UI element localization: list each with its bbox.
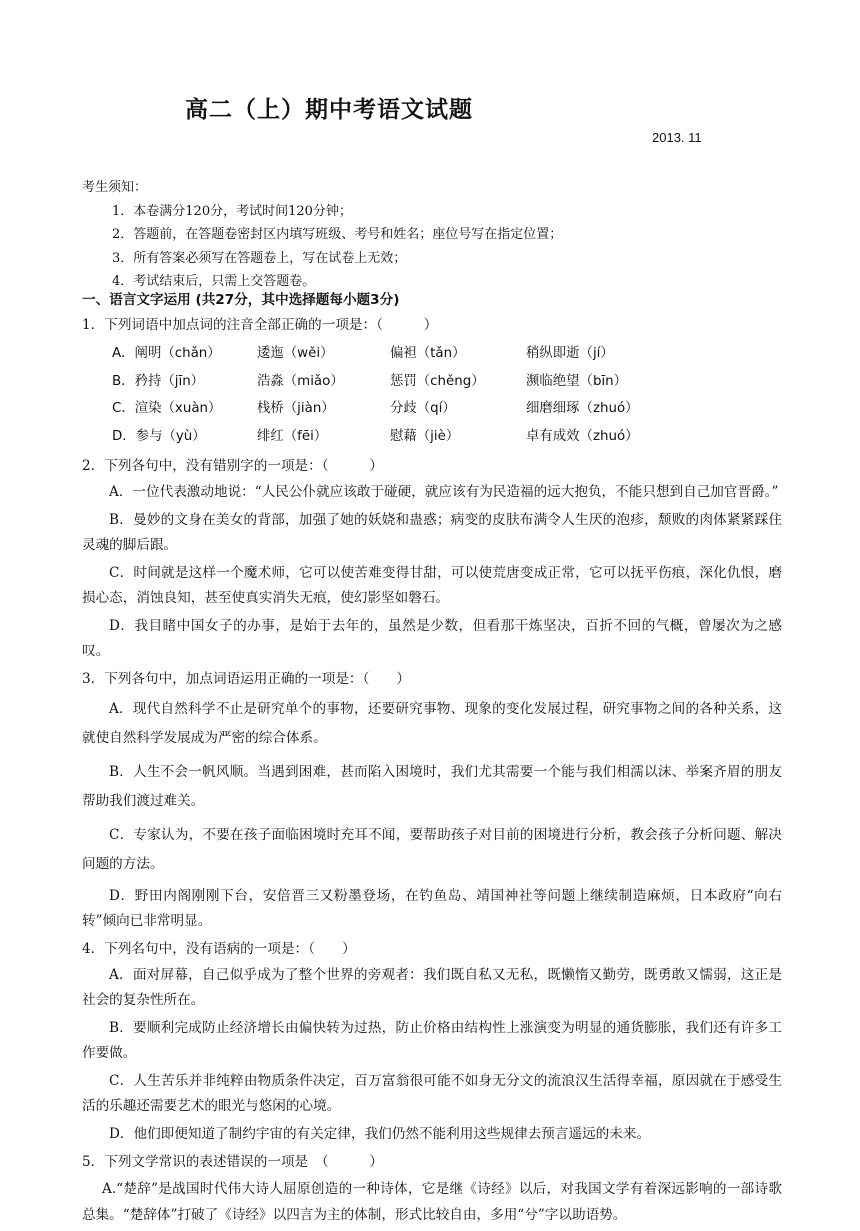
candidate-notice <box>82 176 562 294</box>
option-c: C．时间就是这样一个魔术师，它可以使苦难变得甘甜，可以使荒唐变成正常，它可以抚平伤痕，深化仇恨，磨损心态，消蚀良知，甚至使真实消失无痕，使幻影坚如磐石。 <box>82 565 782 606</box>
question-5-stem: 5．下列文学常识的表述错误的一项是 （ ） <box>82 1154 383 1170</box>
option-b: B．人生不会一帆风顺。当遇到困难，甚而陷入困境时，我们尤其需要一个能与我们相濡以沫、举案齐眉的朋友帮助我们渡过难关。 <box>82 764 782 809</box>
option-word: 栈桥（jiàn） <box>257 401 335 416</box>
option-c: C．专家认为，不要在孩子面临困境时充耳不闻，要帮助孩子对目前的困境进行分析，教会孩子分析问题、解决问题的方法。 <box>82 827 782 872</box>
question-4-stem: 4．下列名句中，没有语病的一项是：（ ） <box>82 941 356 957</box>
option-word: B．矜持（jīn） <box>112 373 205 389</box>
option-word: 细磨细琢（zhuó） <box>526 401 639 416</box>
option-word: 惩罚（chěng） <box>390 373 485 389</box>
option-row-d <box>82 423 782 451</box>
option-d: D．我目睹中国女子的办事，是始于去年的，虽然是少数，但看那干炼坚决，百折不回的气概，曾屡次为之感叹。 <box>82 618 782 659</box>
exam-date: 2013. 11 <box>652 130 702 145</box>
option-word: 稍纵即逝（jí） <box>526 346 614 361</box>
option-a: A.“楚辞”是战国时代伟大诗人屈原创造的一种诗体，它是继《诗经》以后，对我国文学有着深远影响的一部诗歌总集。“楚辞体”打破了《诗经》以四言为主的体制，形式比较自由，多用“兮”字以助语势。 <box>82 1181 782 1223</box>
option-word: 分歧（qí） <box>390 401 456 416</box>
page-title: 高二（上）期中考语文试题 <box>185 97 473 123</box>
option-word: A．阐明（chǎn） <box>112 346 221 361</box>
notice-heading: 考生须知： <box>82 180 148 195</box>
option-row-b <box>82 368 782 396</box>
option-word: 慰藉（jiè） <box>390 428 460 444</box>
question-1-stem: 1．下列词语中加点词的注音全部正确的一项是：（ ） <box>82 317 438 333</box>
question-3-stem: 3．下列各句中，加点词语运用正确的一项是：（ ） <box>82 671 411 687</box>
option-word: 濒临绝望（bīn） <box>526 373 628 389</box>
option-word: 浩淼（miǎo） <box>257 373 344 389</box>
notice-item: 2．答题前，在答题卷密封区内填写班级、考号和姓名；座位号写在指定位置； <box>112 227 563 242</box>
option-d: D．野田内阁刚刚下台，安倍晋三又粉墨登场，在钓鱼岛、靖国神社等问题上继续制造麻烦，日本政府“向右转”倾向已非常明显。 <box>82 888 782 929</box>
question-1-options <box>82 340 782 450</box>
notice-item: 3．所有答案必须写在答题卷上，写在试卷上无效； <box>112 250 407 266</box>
question-2-stem: 2．下列各句中，没有错别字的一项是：（ ） <box>82 458 383 474</box>
exam-content <box>82 288 782 1231</box>
option-word: C．渲染（xuàn） <box>112 401 222 416</box>
option-a: A．现代自然科学不止是研究单个的事物，还要研究事物、现象的变化发展过程，研究事物之间的各种关系，这就使自然科学发展成为严密的综合体系。 <box>82 701 782 746</box>
option-word: D．参与（yù） <box>112 428 206 444</box>
option-word: 卓有成效（zhuó） <box>526 428 639 444</box>
option-word: 逶迤（wěi） <box>257 346 334 361</box>
option-b: B．要顺利完成防止经济增长由偏快转为过热，防止价格由结构性上涨演变为明显的通货膨胀，我们还有许多工作要做。 <box>82 1020 782 1061</box>
option-word: 绯红（fēi） <box>257 428 328 444</box>
section-heading: 一、语言文字运用 (共27分，其中选择题每小题3分) <box>82 292 400 308</box>
option-word: 偏袒（tǎn） <box>390 346 466 361</box>
notice-item: 4．考试结束后，只需上交答题卷。 <box>112 274 316 289</box>
option-b: B．曼妙的文身在美女的背部，加强了她的妖娆和蛊惑；病变的皮肤布满令人生厌的泡疹，颓败的肉体紧紧踩住灵魂的脚后跟。 <box>82 512 782 553</box>
option-row-a <box>82 340 782 368</box>
option-d: D．他们即便知道了制约宇宙的有关定律，我们仍然不能利用这些规律去预言遥远的未来。 <box>109 1126 651 1142</box>
notice-item: 1．本卷满分120分，考试时间120分钟； <box>112 203 352 219</box>
option-row-c <box>82 395 782 423</box>
option-a: A．面对屏幕，自己似乎成为了整个世界的旁观者：我们既自私又无私，既懒惰又勤劳，既勇敢又懦弱，这正是社会的复杂性所在。 <box>82 967 782 1008</box>
option-a: A．一位代表激动地说：“人民公仆就应该敢于碰硬，就应该有为民造福的远大抱负，不能只想到自己加官晋爵。” <box>109 484 779 500</box>
option-c: C．人生苦乐并非纯粹由物质条件决定，百万富翁很可能不如身无分文的流浪汉生活得幸福，原因就在于感受生活的乐趣还需要艺术的眼光与悠闲的心境。 <box>82 1073 782 1114</box>
